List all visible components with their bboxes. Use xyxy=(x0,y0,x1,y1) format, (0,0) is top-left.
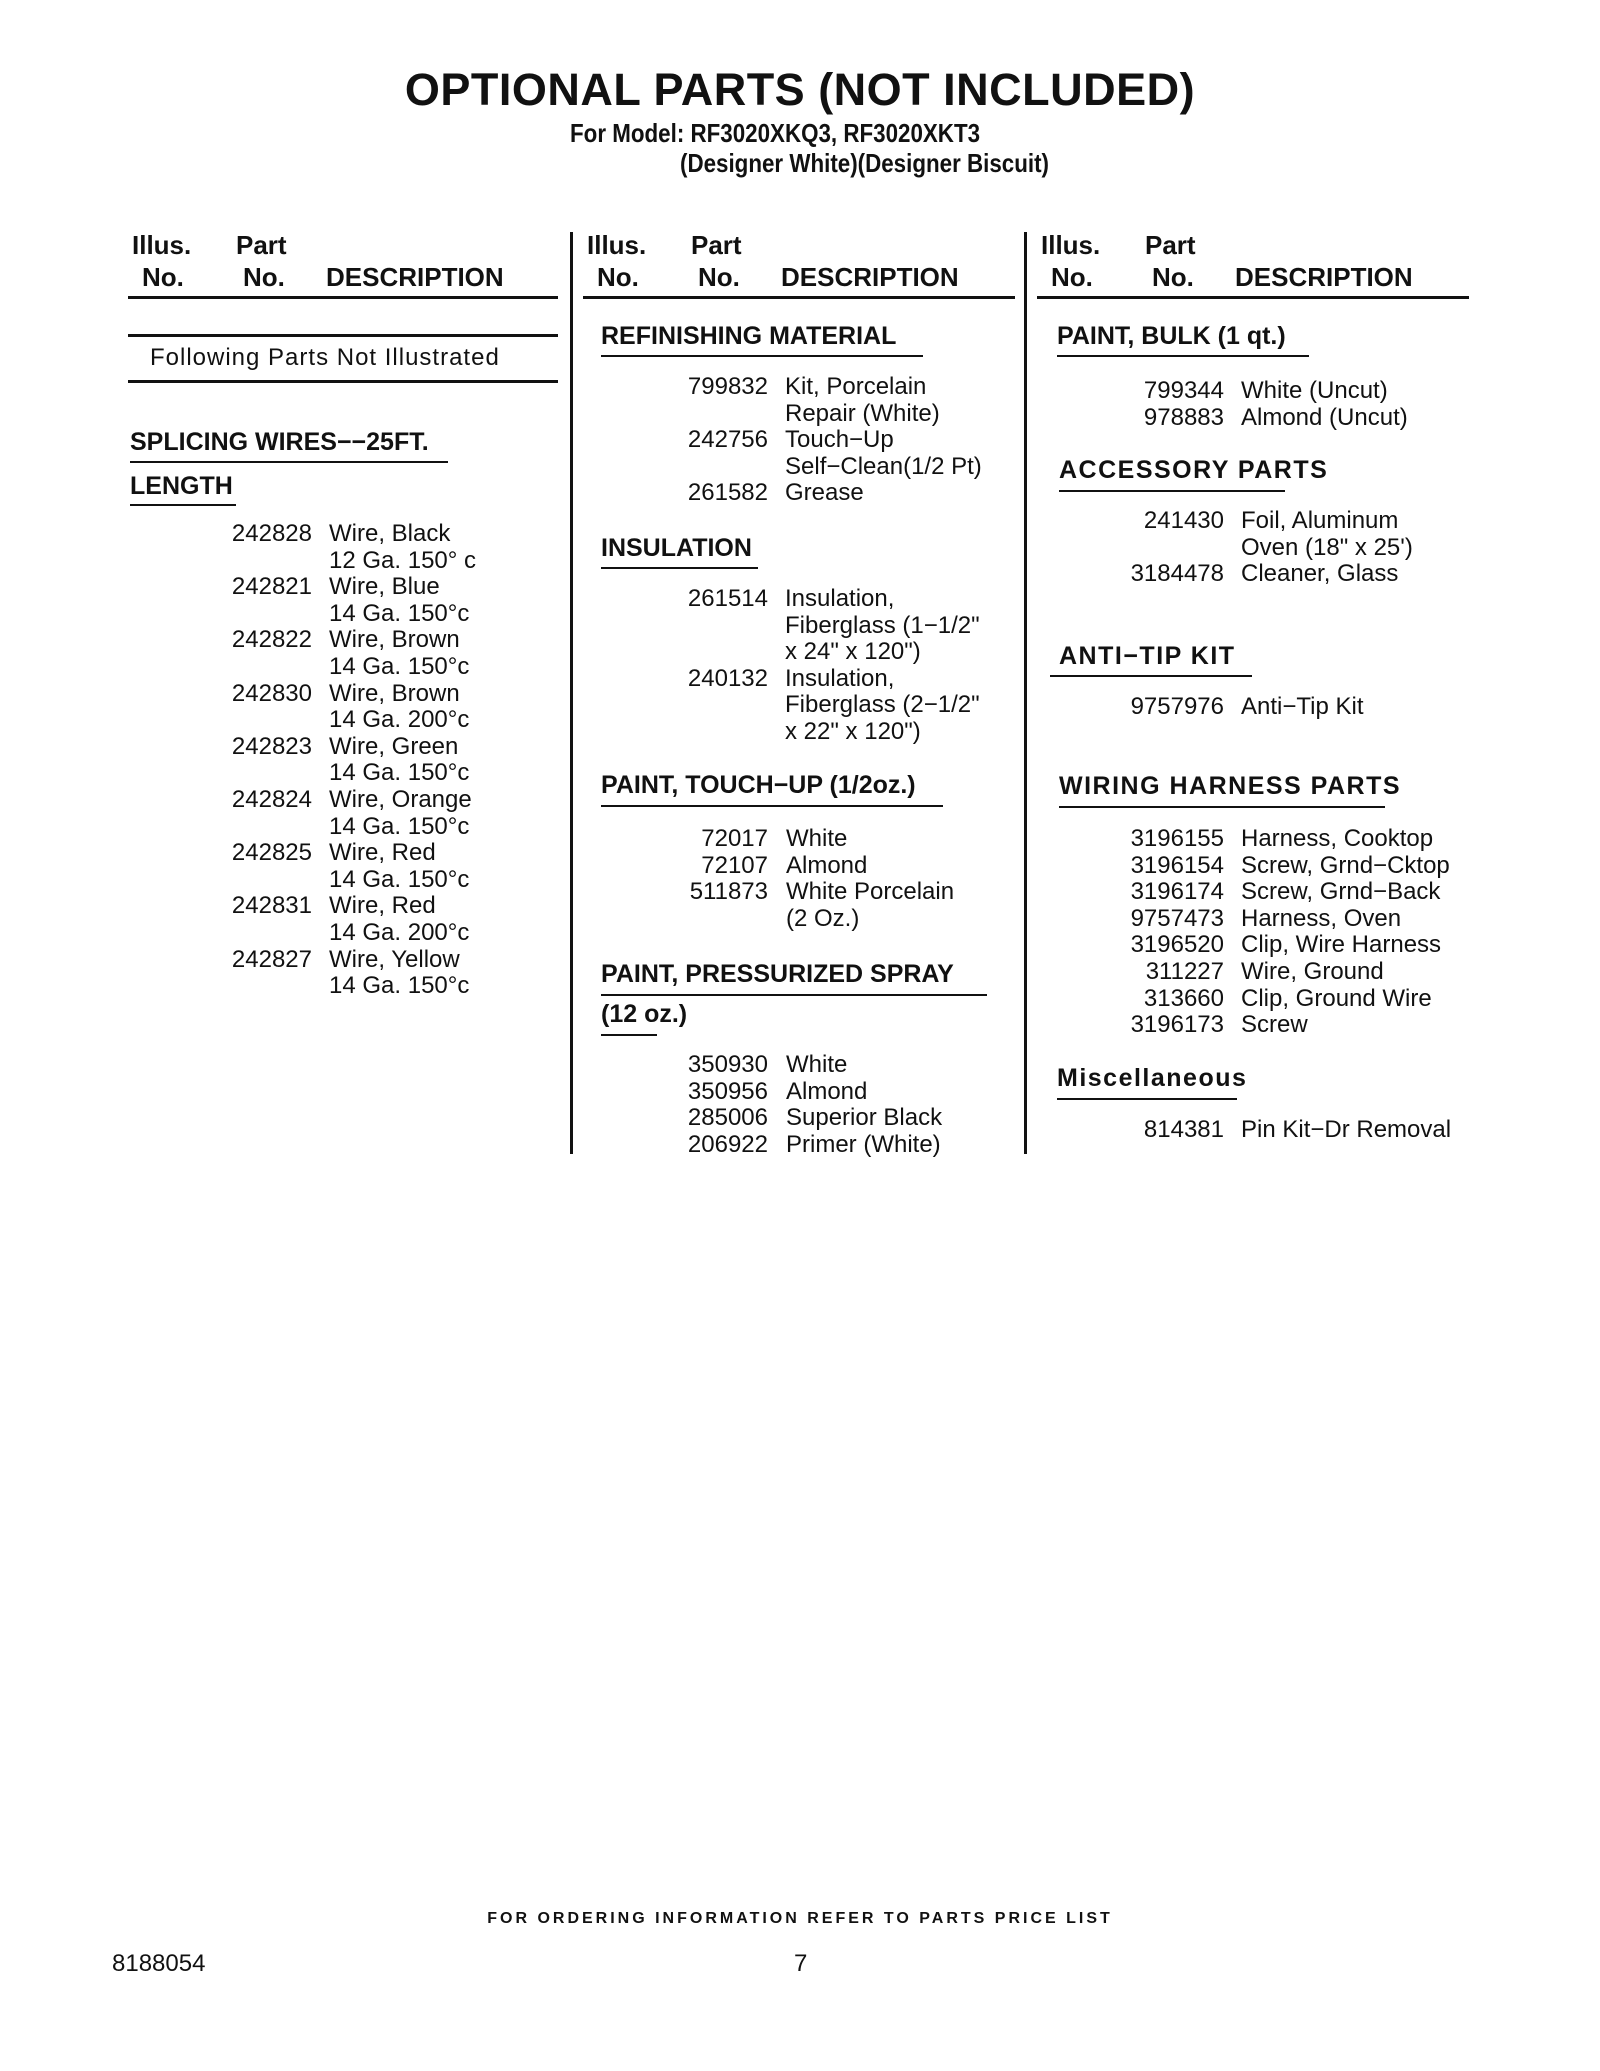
part-label: Part xyxy=(691,230,742,260)
part-description: Wire, Blue xyxy=(329,573,440,601)
part-number: 261514 xyxy=(687,585,768,612)
part-description: Cleaner, Glass xyxy=(1241,560,1399,588)
description-label: DESCRIPTION xyxy=(326,262,504,292)
section-rule xyxy=(130,461,448,463)
document-number: 8188054 xyxy=(112,1950,206,1977)
header-rule xyxy=(128,296,558,299)
part-description: 14 Ga. 200°c xyxy=(329,706,470,734)
part-description: Fiberglass (2−1/2" xyxy=(785,691,980,719)
section-title-antitip: ANTI−TIP KIT xyxy=(1059,642,1236,670)
section-title-pressurized: PAINT, PRESSURIZED SPRAY xyxy=(601,960,954,988)
part-number: 242830 xyxy=(231,679,312,707)
section-title-pressurized-2: (12 oz.) xyxy=(601,1000,688,1028)
part-no-label: No. xyxy=(698,262,740,292)
part-description: Clip, Wire Harness xyxy=(1241,931,1442,959)
part-number: 241430 xyxy=(1143,507,1224,534)
part-description: 14 Ga. 150°c xyxy=(329,865,470,893)
part-description: Wire, Orange xyxy=(329,786,472,813)
part-description: Superior Black xyxy=(786,1104,943,1132)
part-description: 14 Ga. 150°c xyxy=(329,972,470,1000)
part-no-label: No. xyxy=(243,262,285,292)
part-number: 799344 xyxy=(1143,377,1224,404)
part-number: 242827 xyxy=(231,945,312,973)
part-number: 3196173 xyxy=(1130,1011,1224,1039)
section-rule xyxy=(601,994,987,996)
section-title-harness: WIRING HARNESS PARTS xyxy=(1059,772,1402,800)
header-rule xyxy=(583,296,1015,299)
part-number: 511873 xyxy=(689,878,768,906)
section-title-refinishing: REFINISHING MATERIAL xyxy=(601,322,897,350)
part-number: 799832 xyxy=(687,373,768,400)
part-number: 242824 xyxy=(231,786,312,813)
part-description: 14 Ga. 150°c xyxy=(329,759,470,787)
part-description: 14 Ga. 150°c xyxy=(329,653,470,680)
part-number: 311227 xyxy=(1145,958,1224,985)
part-description: 14 Ga. 200°c xyxy=(329,919,470,946)
part-description: Harness, Cooktop xyxy=(1241,825,1434,852)
part-description: Foil, Aluminum xyxy=(1241,507,1399,534)
part-description: Grease xyxy=(785,479,864,507)
part-number: 3196154 xyxy=(1130,851,1224,879)
part-description: Screw xyxy=(1241,1011,1308,1039)
ordering-note: FOR ORDERING INFORMATION REFER TO PARTS PRICE LIST xyxy=(487,1910,1113,1927)
part-description: Screw, Grnd−Cktop xyxy=(1241,851,1450,879)
header-rule xyxy=(1037,296,1469,299)
section-title-accessory: ACCESSORY PARTS xyxy=(1059,456,1329,484)
section-title-splicing: SPLICING WIRES−−25FT. xyxy=(130,428,429,456)
part-description: Repair (White) xyxy=(785,399,940,427)
part-description: Wire, Ground xyxy=(1241,958,1384,985)
part-description: Wire, Red xyxy=(329,892,436,920)
part-description: Almond xyxy=(786,851,868,879)
part-number: 9757473 xyxy=(1130,904,1224,932)
part-description: 14 Ga. 150°c xyxy=(329,812,470,840)
part-description: Self−Clean(1/2 Pt) xyxy=(785,452,982,480)
part-number: 206922 xyxy=(687,1130,768,1158)
section-rule xyxy=(1059,806,1385,808)
section-rule xyxy=(601,805,943,807)
part-description: White (Uncut) xyxy=(1241,377,1388,404)
part-number: 350956 xyxy=(687,1077,768,1105)
section-rule xyxy=(601,355,923,357)
part-number: 72107 xyxy=(701,851,768,879)
part-number: 72017 xyxy=(701,825,768,852)
column-divider-1 xyxy=(570,232,573,1154)
part-number: 3196520 xyxy=(1130,931,1224,959)
part-number: 285006 xyxy=(687,1104,768,1132)
part-description: Almond (Uncut) xyxy=(1241,403,1408,431)
part-description: Wire, Red xyxy=(329,839,436,867)
part-description: Screw, Grnd−Back xyxy=(1241,878,1441,906)
part-number: 242823 xyxy=(231,732,312,760)
section-rule xyxy=(130,504,236,506)
description-label: DESCRIPTION xyxy=(1235,262,1413,292)
section-rule xyxy=(1057,1098,1237,1100)
part-description: Insulation, xyxy=(785,664,895,692)
part-description: Wire, Brown xyxy=(329,679,460,707)
section-rule xyxy=(601,1034,657,1036)
page-title: OPTIONAL PARTS (NOT INCLUDED) xyxy=(404,64,1196,115)
part-number: 242825 xyxy=(231,839,312,867)
part-description: Wire, Yellow xyxy=(329,945,460,973)
part-number: 3196155 xyxy=(1130,825,1224,852)
section-rule xyxy=(1059,490,1285,492)
part-description: x 24" x 120") xyxy=(785,638,921,666)
part-label: Part xyxy=(1145,230,1196,260)
part-description: Kit, Porcelain xyxy=(785,373,927,400)
part-number: 242821 xyxy=(231,573,312,601)
model-line: For Model: RF3020XKQ3, RF3020XKT3 xyxy=(570,118,981,148)
not-illustrated-note: Following Parts Not Illustrated xyxy=(150,344,500,371)
illus-label: Illus. xyxy=(587,230,647,260)
part-description: Harness, Oven xyxy=(1241,904,1402,932)
part-description: 14 Ga. 150°c xyxy=(329,599,470,627)
part-number: 978883 xyxy=(1143,403,1224,431)
section-title-insulation: INSULATION xyxy=(601,534,752,562)
note-rule-top xyxy=(128,334,558,337)
part-description: Almond xyxy=(786,1077,868,1105)
part-number: 240132 xyxy=(687,664,768,692)
illus-label: Illus. xyxy=(1041,230,1101,260)
part-description: White xyxy=(786,1051,848,1078)
section-title-bulk: PAINT, BULK (1 qt.) xyxy=(1057,322,1286,350)
part-number: 242828 xyxy=(231,520,312,547)
part-number: 3184478 xyxy=(1130,560,1224,588)
part-number: 350930 xyxy=(687,1051,768,1078)
part-number: 9757976 xyxy=(1130,693,1224,720)
illus-no-label: No. xyxy=(597,262,639,292)
variant-line: (Designer White)(Designer Biscuit) xyxy=(680,148,1049,178)
part-description: x 22" x 120") xyxy=(785,718,921,745)
section-rule xyxy=(1057,355,1309,357)
part-description: Anti−Tip Kit xyxy=(1241,693,1364,720)
part-description: Oven (18" x 25') xyxy=(1241,533,1413,561)
illus-no-label: No. xyxy=(142,262,184,292)
page-number: 7 xyxy=(794,1950,808,1977)
part-description: Fiberglass (1−1/2" xyxy=(785,611,980,639)
illus-label: Illus. xyxy=(132,230,192,260)
illus-no-label: No. xyxy=(1051,262,1093,292)
part-number: 814381 xyxy=(1143,1116,1224,1143)
part-description: White xyxy=(786,825,848,852)
part-no-label: No. xyxy=(1152,262,1194,292)
part-number: 261582 xyxy=(687,479,768,507)
section-rule xyxy=(601,567,758,569)
section-title-misc: Miscellaneous xyxy=(1057,1064,1248,1092)
part-description: Wire, Black xyxy=(329,520,451,547)
part-number: 3196174 xyxy=(1130,878,1224,906)
part-description: Wire, Green xyxy=(329,732,459,760)
part-description: Touch−Up xyxy=(785,426,894,454)
part-number: 242822 xyxy=(231,626,312,654)
part-description: (2 Oz.) xyxy=(786,904,860,932)
section-rule xyxy=(1050,675,1252,677)
part-description: Pin Kit−Dr Removal xyxy=(1241,1116,1452,1143)
part-description: Wire, Brown xyxy=(329,626,460,654)
part-label: Part xyxy=(236,230,287,260)
part-number: 242831 xyxy=(231,892,312,920)
section-title-splicing-2: LENGTH xyxy=(130,472,233,500)
part-description: Primer (White) xyxy=(786,1130,941,1158)
part-number: 313660 xyxy=(1143,984,1224,1012)
part-description: Insulation, xyxy=(785,585,895,612)
part-description: White Porcelain xyxy=(786,878,955,906)
column-divider-2 xyxy=(1024,232,1027,1154)
part-description: 12 Ga. 150° c xyxy=(329,546,477,574)
note-rule-bottom xyxy=(128,380,558,383)
section-title-touchup: PAINT, TOUCH−UP (1/2oz.) xyxy=(601,771,916,799)
part-description: Clip, Ground Wire xyxy=(1241,984,1432,1012)
description-label: DESCRIPTION xyxy=(781,262,959,292)
part-number: 242756 xyxy=(687,426,768,454)
